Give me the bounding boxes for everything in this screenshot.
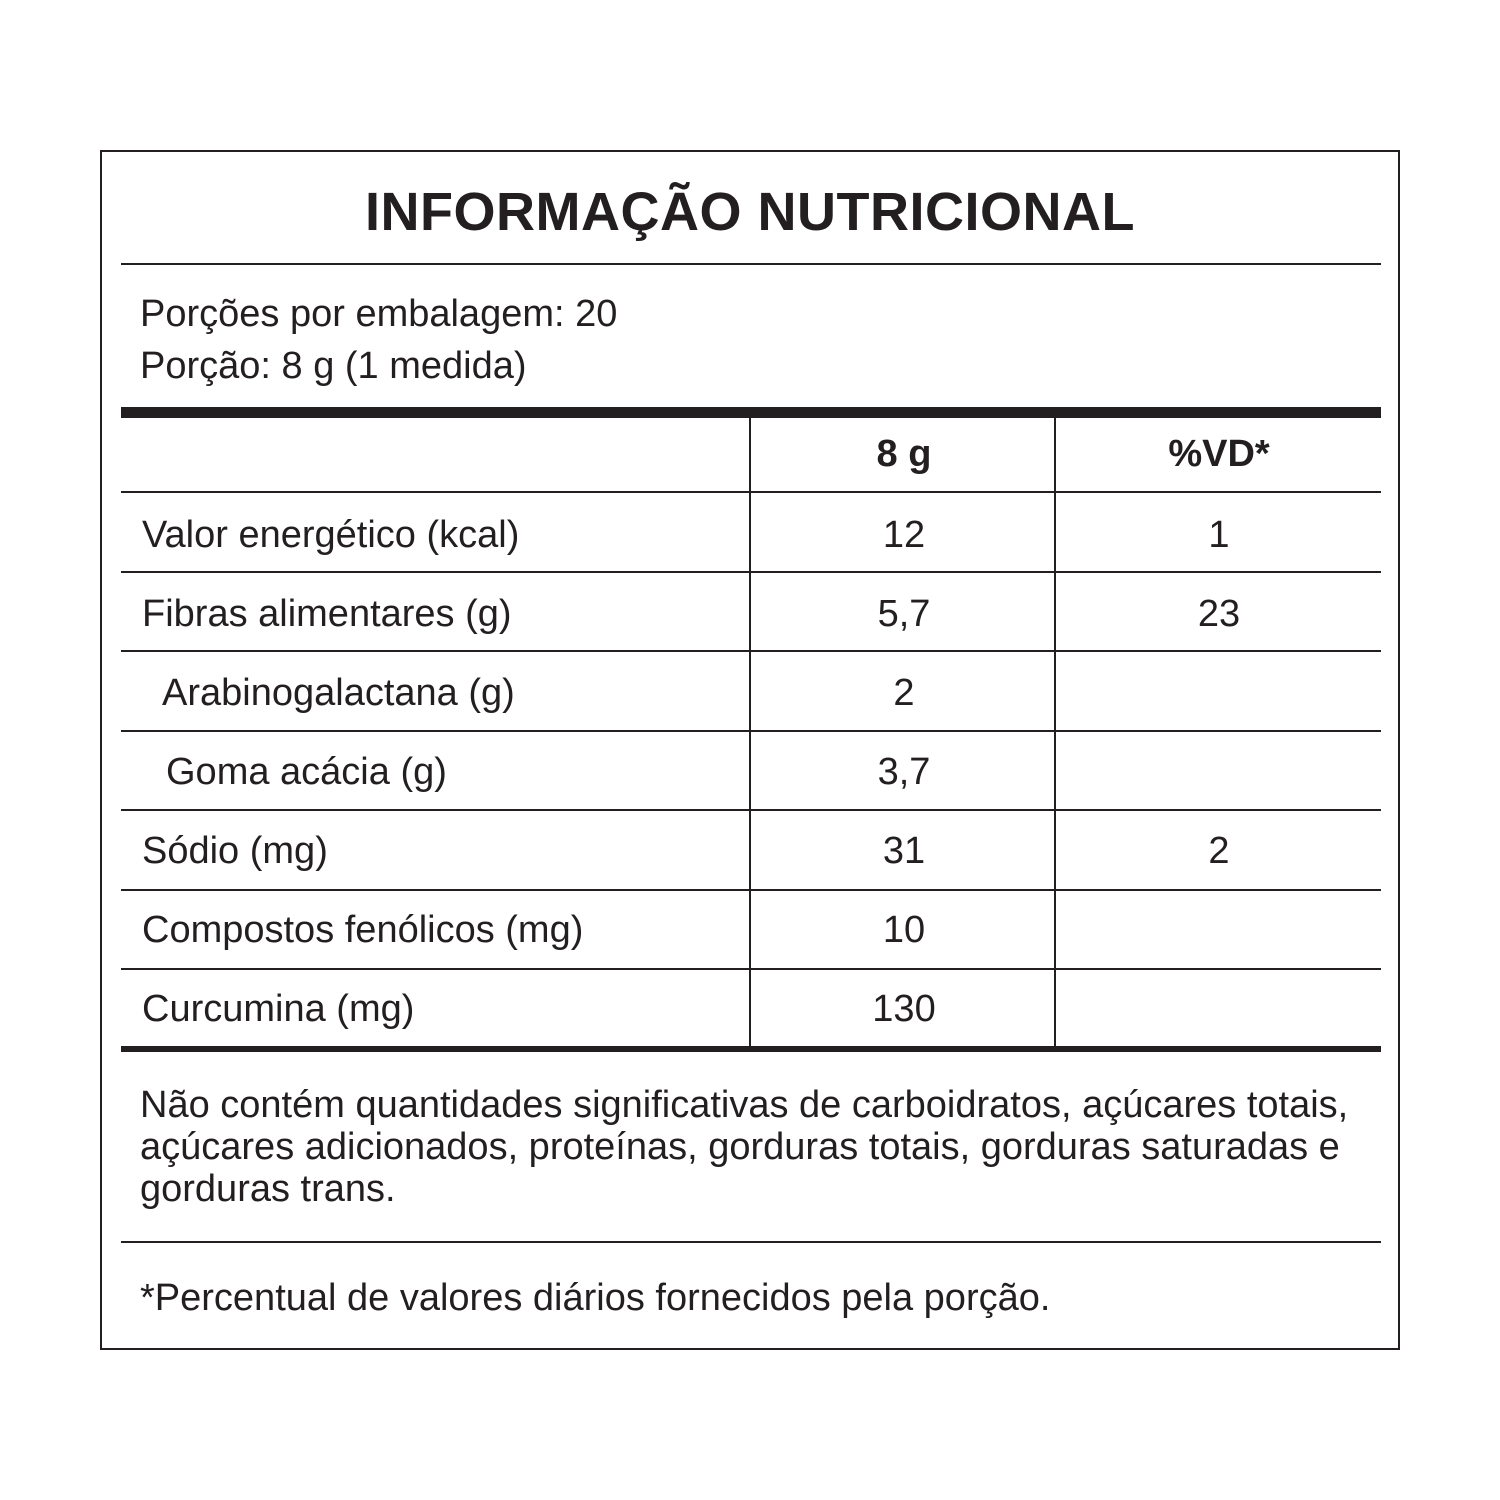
row-label-energy: Valor energético (kcal)	[142, 514, 520, 556]
thick-divider	[121, 407, 1381, 418]
nutrient-note: Não contém quantidades significativas de carboidratos, açúcares totais, açúcares adicionados, proteínas, gorduras totais, gorduras saturadas e gorduras trans.	[140, 1084, 1349, 1210]
header-amount: 8 g	[876, 433, 932, 475]
header-daily-value: %VD*	[1168, 433, 1270, 475]
row-dv-fiber: 23	[1197, 593, 1241, 635]
row-divider	[121, 491, 1381, 493]
row-divider	[121, 730, 1381, 732]
divider	[121, 263, 1381, 265]
nutrition-facts-panel	[100, 150, 1400, 1350]
row-amount-energy: 12	[882, 514, 926, 556]
row-amount-acacia-gum: 3,7	[877, 751, 931, 793]
row-amount-phenolic-compounds: 10	[882, 909, 926, 951]
row-divider	[121, 650, 1381, 652]
column-separator	[749, 418, 751, 1046]
serving-size: Porção: 8 g (1 medida)	[140, 345, 527, 387]
row-label-sodium: Sódio (mg)	[142, 830, 328, 872]
table-bottom-divider	[121, 1046, 1381, 1052]
row-amount-sodium: 31	[882, 830, 926, 872]
row-dv-sodium: 2	[1208, 830, 1230, 872]
row-label-arabinogalactan: Arabinogalactana (g)	[162, 672, 515, 714]
daily-value-footnote: *Percentual de valores diários fornecidos pela porção.	[140, 1277, 1051, 1319]
divider	[121, 1241, 1381, 1243]
row-divider	[121, 889, 1381, 891]
row-divider	[121, 809, 1381, 811]
row-divider	[121, 968, 1381, 970]
row-label-fiber: Fibras alimentares (g)	[142, 593, 512, 635]
row-amount-fiber: 5,7	[877, 593, 931, 635]
row-label-curcumin: Curcumina (mg)	[142, 988, 415, 1030]
row-label-acacia-gum: Goma acácia (g)	[166, 751, 447, 793]
servings-per-package: Porções por embalagem: 20	[140, 293, 618, 335]
row-divider	[121, 571, 1381, 573]
panel-title: INFORMAÇÃO NUTRICIONAL	[365, 182, 1135, 242]
row-dv-energy: 1	[1208, 514, 1230, 556]
row-label-phenolic-compounds: Compostos fenólicos (mg)	[142, 909, 584, 951]
row-amount-curcumin: 130	[872, 988, 936, 1030]
row-amount-arabinogalactan: 2	[893, 672, 915, 714]
